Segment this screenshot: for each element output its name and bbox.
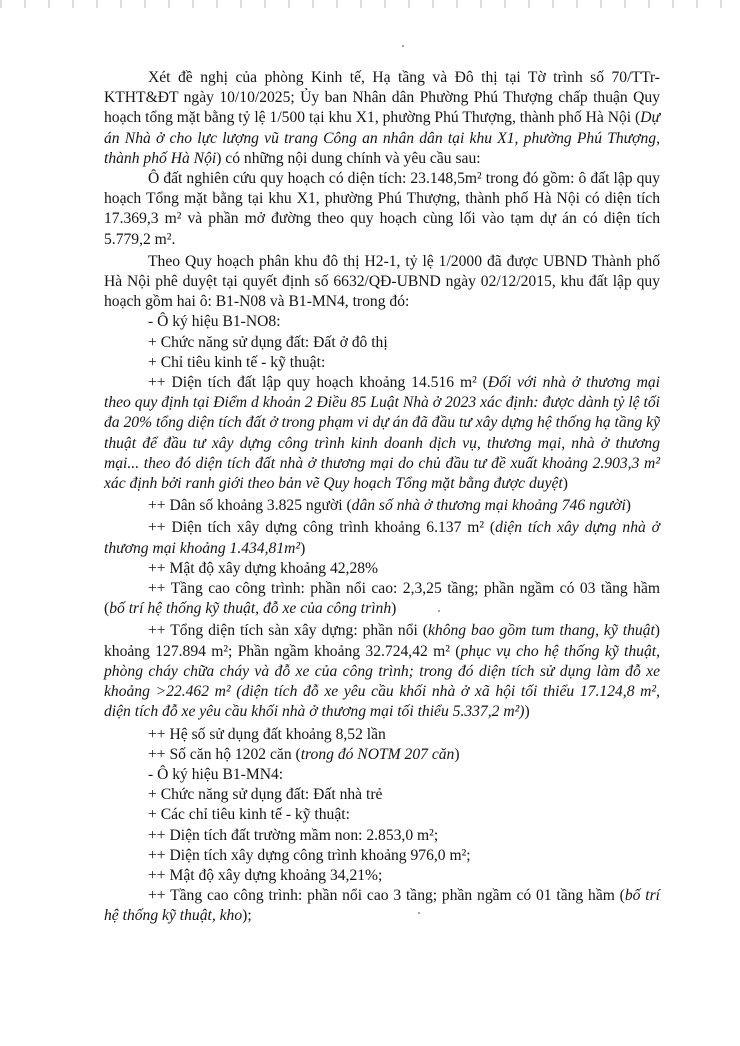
lot2-criteria-heading: + Các chỉ tiêu kinh tế - kỹ thuật: <box>148 806 350 824</box>
lot1-function: + Chức năng sử dụng đất: Đất ở đô thị <box>148 333 388 351</box>
scan-speck <box>402 45 404 47</box>
lot2-land-area: ++ Diện tích đất trường mầm non: 2.853,0 m²; <box>148 826 439 844</box>
lot1-far: ++ Hệ số sử dụng đất khoảng 8,52 lần <box>148 725 386 743</box>
lot2-title: - Ô ký hiệu B1-MN4: <box>148 765 284 783</box>
lot1-criteria-heading: + Chỉ tiêu kinh tế - kỹ thuật: <box>148 353 326 371</box>
intro-paragraph: Xét đề nghị của phòng Kinh tế, Hạ tầng và Đô thị tại Tờ trình số 70/TTr-KTHT&ĐT ngày 10/10/2025; Ủy ban Nhân dân Phường Phú Thượng chấp thuận Quy hoạch tổng mặt bằng tỷ lệ 1/500 tại khu X1, phường Phú Thượng, thành phố Hà Nội (Dự án Nhà ở cho lực lượng vũ trang Công an nhân dân tại khu X1, phường Phú Thượng, thành phố Hà Nội) có những nội dung chính và yêu cầu sau: <box>104 69 660 167</box>
lot1-population: ++ Dân số khoảng 3.825 người (dân số nhà ở thương mại khoảng 746 người) <box>148 497 631 515</box>
lot2-function: + Chức năng sử dụng đất: Đất nhà trẻ <box>148 786 383 804</box>
lot1-floor-area: ++ Tổng diện tích sàn xây dựng: phần nổi (không bao gồm tum thang, kỹ thuật) khoảng 127.894 m²; Phần ngầm khoảng 32.724,42 m² (phục vụ cho hệ thống kỹ thuật, phòng cháy chữa cháy và đỗ xe của công trình; trong đó diện tích sử dụng làm đỗ xe khoảng >22.462 m² (diện tích đỗ xe yêu cầu khối nhà ở xã hội tối thiểu 17.124,8 m², diện tích đỗ xe yêu cầu khối nhà ở thương mại tối thiểu 5.337,2 m²)) <box>104 622 660 721</box>
lot1-density: ++ Mật độ xây dựng khoảng 42,28% <box>148 559 379 577</box>
scan-top-edge <box>0 0 740 8</box>
lot2-building-area: ++ Diện tích xây dựng công trình khoảng 976,0 m²; <box>148 846 471 864</box>
lot1-land-area: ++ Diện tích đất lập quy hoạch khoảng 14.516 m² (Đối với nhà ở thương mại theo quy định tại Điểm d khoản 2 Điều 85 Luật Nhà ở 2023 xác định: được dành tỷ lệ tối đa 20% tổng diện tích đất ở trong phạm vi dự án đã đầu tư xây dựng hệ thống hạ tầng kỹ thuật để đầu tư xây dựng công trình kinh doanh dịch vụ, thương mại, nhà ở thương mại... theo đó diện tích đất nhà ở thương mại do chủ đầu tư đề xuất khoảng 2.903,3 m² xác định bởi ranh giới theo bản vẽ Quy hoạch Tổng mặt bằng được duyệt) <box>104 374 661 493</box>
lot1-title: - Ô ký hiệu B1-NO8: <box>148 313 281 331</box>
lot1-building-area: ++ Diện tích xây dựng công trình khoảng 6.137 m² (diện tích xây dựng nhà ở thương mại khoảng 1.434,81m²) <box>104 519 660 557</box>
document-body <box>104 68 660 927</box>
lot2-height: ++ Tầng cao công trình: phần nổi cao 3 tầng; phần ngầm có 01 tầng hầm (bố trí hệ thống kỹ thuật, kho); <box>104 887 661 925</box>
lot1-height: ++ Tầng cao công trình: phần nổi cao: 2,3,25 tầng; phần ngầm có 03 tầng hầm (bố trí hệ thống kỹ thuật, đỗ xe của công trình) <box>104 580 660 618</box>
lot1-units: ++ Số căn hộ 1202 căn (trong đó NOTM 207 căn) <box>148 745 460 763</box>
study-area-paragraph: Ô đất nghiên cứu quy hoạch có diện tích: 23.148,5m² trong đó gồm: ô đất lập quy hoạch Tổng mặt bằng tại khu X1, phường Phú Thượng, thành phố Hà Nội có diện tích 17.369,3 m² và phần mở đường theo quy hoạch cùng lối vào tạm dự án có diện tích 5.779,2 m². <box>104 170 660 248</box>
zoning-paragraph: Theo Quy hoạch phân khu đô thị H2-1, tỷ lệ 1/2000 đã được UBND Thành phố Hà Nội phê duyệt tại quyết định số 6632/QĐ-UBND ngày 02/12/2015, khu đất lập quy hoạch gồm hai ô: B1-N08 và B1-MN4, trong đó: <box>104 252 660 311</box>
lot2-density: ++ Mật độ xây dựng khoảng 34,21%; <box>148 866 383 884</box>
